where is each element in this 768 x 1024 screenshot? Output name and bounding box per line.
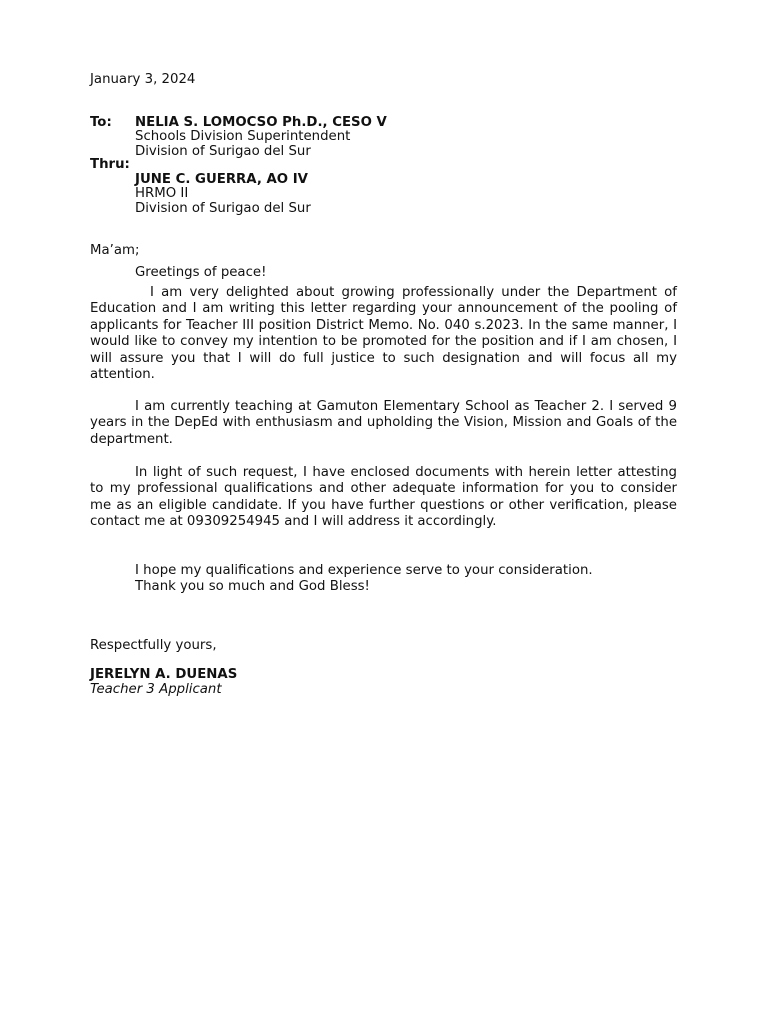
complimentary-close: Respectfully yours, bbox=[90, 638, 217, 653]
recipient-office: Division of Surigao del Sur bbox=[135, 144, 311, 159]
thru-office: Division of Surigao del Sur bbox=[135, 201, 311, 216]
sender-name: JERELYN A. DUENAS bbox=[90, 667, 238, 682]
recipient-name: NELIA S. LOMOCSO Ph.D., CESO V bbox=[135, 115, 387, 130]
body-paragraph: I am very delighted about growing professionally under the Department of Education and I am writing this letter regarding your announcement of the pooling of applicants for Teacher III position District Memo. No. 040 s.2023. In the same manner, I would like to convey my intention to be promoted for the position and if I am chosen, I will assure you that I will do full justice to such designation and will focus all my attention. bbox=[90, 285, 677, 383]
to-label: To: bbox=[90, 115, 112, 130]
thru-position: HRMO II bbox=[135, 186, 189, 201]
recipient-position: Schools Division Superintendent bbox=[135, 129, 351, 144]
greeting: Greetings of peace! bbox=[135, 265, 267, 280]
salutation: Ma’am; bbox=[90, 243, 140, 258]
body-paragraph: I am currently teaching at Gamuton Elementary School as Teacher 2. I served 9 years in the DepEd with enthusiasm and upholding the Vision, Mission and Goals of the department. bbox=[90, 399, 677, 447]
thru-name: JUNE C. GUERRA, AO IV bbox=[135, 172, 308, 187]
closing-line: I hope my qualifications and experience serve to your consideration. bbox=[135, 563, 593, 578]
letter-date: January 3, 2024 bbox=[90, 72, 196, 87]
thru-label: Thru: bbox=[90, 157, 130, 172]
closing-line: Thank you so much and God Bless! bbox=[135, 579, 370, 594]
body-paragraph: In light of such request, I have enclosed documents with herein letter attesting to my professional qualifications and other adequate information for you to consider me as an eligible candidate. If you have further questions or other verification, please contact me at 09309254945 and I will address it accordingly. bbox=[90, 465, 677, 530]
sender-title: Teacher 3 Applicant bbox=[90, 682, 222, 697]
